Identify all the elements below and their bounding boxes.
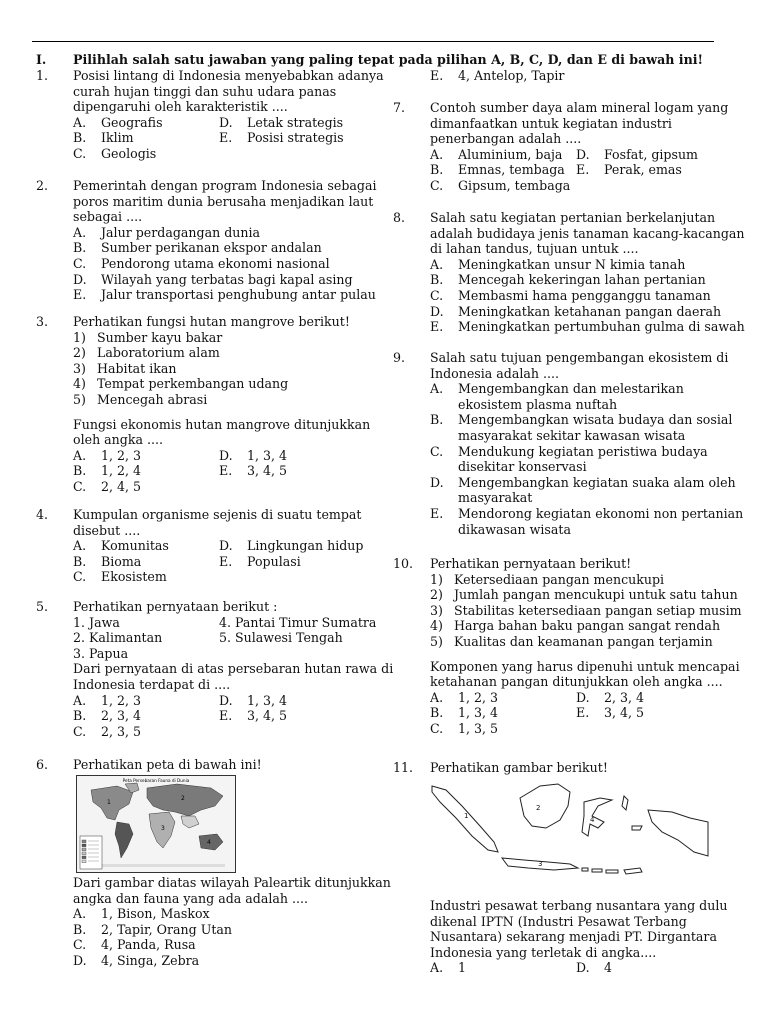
question-number: 8. [393, 210, 406, 225]
world-map-graphic [77, 776, 235, 872]
question-text: Fungsi ekonomis hutan mangrove ditunjukkan [73, 416, 371, 432]
question-text: Salah satu tujuan pengembangan ekosistem di [430, 350, 729, 365]
option-row: A. 1, 2, 3 D. 2, 3, 4 [430, 689, 645, 705]
question-text: Perhatikan pernyataan berikut : [73, 599, 278, 614]
option-e: E. Meningkatkan pertumbuhan gulma di sawah [430, 319, 745, 335]
question-text: angka dan fauna yang ada adalah .... [73, 890, 309, 906]
option-row: A. Geografis D. Letak strategis [73, 114, 344, 130]
map-label: 4 [207, 839, 211, 846]
option-c: C. Membasmi hama pengganggu tanaman [430, 287, 711, 303]
question-text: Perhatikan peta di bawah ini! [73, 757, 262, 772]
statement-row: 1. Jawa 4. Pantai Timur Sumatra [73, 614, 377, 630]
question-number: 4. [36, 507, 49, 522]
list-item: 2) Laboratorium alam [73, 345, 220, 361]
question-number: 11. [393, 760, 414, 775]
map-label: 4 [590, 816, 595, 824]
option-c: C. Pendorong utama ekonomi nasional [73, 255, 330, 271]
indonesia-map [428, 776, 712, 894]
question-text: Indonesia yang terletak di angka.... [430, 944, 657, 960]
option-b: B. Sumber perikanan ekspor andalan [73, 240, 322, 256]
list-item: 5) Kualitas dan keamanan pangan terjamin [430, 633, 713, 649]
question-text: Indonesia adalah .... [430, 365, 560, 381]
question-number: 1. [36, 68, 49, 83]
option-row: B. Bioma E. Populasi [73, 553, 301, 569]
option-row: A. Komunitas D. Lingkungan hidup [73, 538, 364, 554]
question-text: Contoh sumber daya alam mineral logam yang [430, 100, 729, 115]
question-text: penerbangan adalah .... [430, 131, 582, 147]
question-number: 5. [36, 599, 49, 614]
list-item: 3) Stabilitas ketersediaan pangan setiap musim [430, 602, 742, 618]
option-a-cont: ekosistem plasma nuftah [458, 396, 618, 412]
top-rule [32, 41, 714, 42]
option-row: A. Aluminium, baja D. Fosfat, gipsum [430, 146, 698, 162]
question-text: curah hujan tinggi dan suhu udara panas [73, 83, 337, 99]
question-text: disebut .... [73, 522, 141, 538]
option-row: B. 1, 2, 4 E. 3, 4, 5 [73, 463, 288, 479]
option-b: B. Mengembangkan wisata budaya dan sosial [430, 412, 733, 428]
question-text: dipengaruhi oleh karakteristik .... [73, 99, 288, 115]
map-label: 2 [181, 795, 185, 802]
statement-row: 3. Papua [73, 645, 129, 661]
option-a: A. Mengembangkan dan melestarikan [430, 381, 684, 397]
option-row: C. 2, 3, 5 [73, 723, 142, 739]
option-e: E. Mendorong kegiatan ekonomi non pertanian [430, 505, 744, 521]
section-number: I. [36, 52, 47, 67]
option-c-cont: disekitar konservasi [458, 459, 587, 475]
question-number: 2. [36, 178, 49, 193]
indonesia-map-graphic [428, 776, 712, 894]
option-b: B. 2, Tapir, Orang Utan [73, 921, 233, 937]
world-fauna-map [76, 775, 236, 873]
question-number: 7. [393, 100, 406, 115]
question-number: 10. [393, 556, 414, 571]
question-text: Dari gambar diatas wilayah Paleartik ditunjukkan [73, 875, 391, 890]
list-item: 4) Harga bahan baku pangan sangat rendah [430, 618, 721, 634]
question-text: Perhatikan pernyataan berikut! [430, 556, 632, 571]
question-text: dikenal IPTN (Industri Pesawat Terbang [430, 913, 687, 929]
question-text: Pemerintah dengan program Indonesia sebagai [73, 178, 377, 193]
list-item: 4) Tempat perkembangan udang [73, 376, 289, 392]
list-item: 2) Jumlah pangan mencukupi untuk satu tahun [430, 587, 738, 603]
option-row: C. Ekosistem [73, 569, 167, 585]
map-label: 1 [107, 799, 111, 806]
option-e: E. Jalur transportasi penghubung antar pulau [73, 287, 376, 303]
question-text: Kumpulan organisme sejenis di suatu tempat [73, 507, 362, 522]
option-d-cont: masyarakat [458, 490, 533, 506]
option-row: C. Gipsum, tembaga [430, 177, 571, 193]
question-text: oleh angka .... [73, 432, 164, 448]
question-text: Nusantara) sekarang menjadi PT. Dirgantara [430, 929, 717, 945]
question-text: dimanfaatkan untuk kegiatan industri [430, 115, 672, 131]
map-label: 3 [161, 825, 165, 832]
question-text: Perhatikan gambar berikut! [430, 760, 608, 775]
map-label: 1 [464, 812, 469, 820]
option-row: B. Emnas, tembaga E. Perak, emas [430, 162, 682, 178]
statement-row: 2. Kalimantan 5. Sulawesi Tengah [73, 630, 343, 646]
map-label: 2 [536, 804, 541, 812]
option-a: A. Jalur perdagangan dunia [73, 224, 261, 240]
question-text: poros maritim dunia berusaha menjadikan laut [73, 193, 374, 209]
question-number: 6. [36, 757, 49, 772]
option-row: C. 2, 4, 5 [73, 478, 142, 494]
option-b: B. Mencegah kekeringan lahan pertanian [430, 272, 706, 288]
option-a: A. Meningkatkan unsur N kimia tanah [430, 256, 686, 272]
option-row: B. 2, 3, 4 E. 3, 4, 5 [73, 708, 288, 724]
option-b-cont: masyarakat sekitar kawasan wisata [458, 427, 686, 443]
question-text: ketahanan pangan ditunjukkan oleh angka .... [430, 674, 723, 690]
question-text: adalah budidaya jenis tanaman kacang-kacangan [430, 225, 745, 241]
question-number: 9. [393, 350, 406, 365]
question-text: Salah satu kegiatan pertanian berkelanjutan [430, 210, 716, 225]
question-text: Industri pesawat terbang nusantara yang dulu [430, 898, 728, 913]
list-item: 1) Ketersediaan pangan mencukupi [430, 571, 665, 587]
list-item: 3) Habitat ikan [73, 360, 177, 376]
question-number: 3. [36, 314, 49, 329]
question-text: Posisi lintang di Indonesia menyebabkan adanya [73, 68, 384, 83]
option-d: D. Wilayah yang terbatas bagi kapal asing [73, 271, 353, 287]
option-row: A. 1, 2, 3 D. 1, 3, 4 [73, 447, 288, 463]
option-c: C. Mendukung kegiatan peristiwa budaya [430, 443, 708, 459]
question-text: Komponen yang harus dipenuhi untuk mencapai [430, 658, 740, 674]
list-item: 5) Mencegah abrasi [73, 391, 208, 407]
option-d: D. 4, Singa, Zebra [73, 952, 200, 968]
option-row: B. 1, 3, 4 E. 3, 4, 5 [430, 705, 645, 721]
option-d: D. Mengembangkan kegiatan suaka alam oleh [430, 474, 736, 490]
option-row: C. 1, 3, 5 [430, 720, 499, 736]
question-text: sebagai .... [73, 209, 143, 225]
option-row: C. Geologis [73, 145, 157, 161]
option-a: A. 1, Bison, Maskox [73, 906, 210, 922]
question-text: Indonesia terdapat di .... [73, 676, 231, 692]
map-title: Peta Persebaran Fauna di Dunia [122, 778, 190, 783]
question-text: Perhatikan fungsi hutan mangrove berikut! [73, 314, 350, 329]
option-d: D. Meningkatkan ketahanan pangan daerah [430, 303, 722, 319]
option-row: B. Iklim E. Posisi strategis [73, 130, 344, 146]
option-row: A. 1, 2, 3 D. 1, 3, 4 [73, 692, 288, 708]
question-text: di lahan tandus, tujuan untuk .... [430, 241, 639, 257]
section-instruction: Pilihlah salah satu jawaban yang paling tepat pada pilihan A, B, C, D, dan E di bawah ini! [73, 52, 704, 67]
map-label: 3 [538, 860, 543, 868]
list-item: 1) Sumber kayu bakar [73, 329, 223, 345]
option-e-cont: dikawasan wisata [458, 521, 571, 537]
option-c: C. 4, Panda, Rusa [73, 937, 196, 953]
question-text: Dari pernyataan di atas persebaran hutan rawa di [73, 661, 394, 677]
option-row: A. 1 D. 4 [430, 960, 613, 976]
